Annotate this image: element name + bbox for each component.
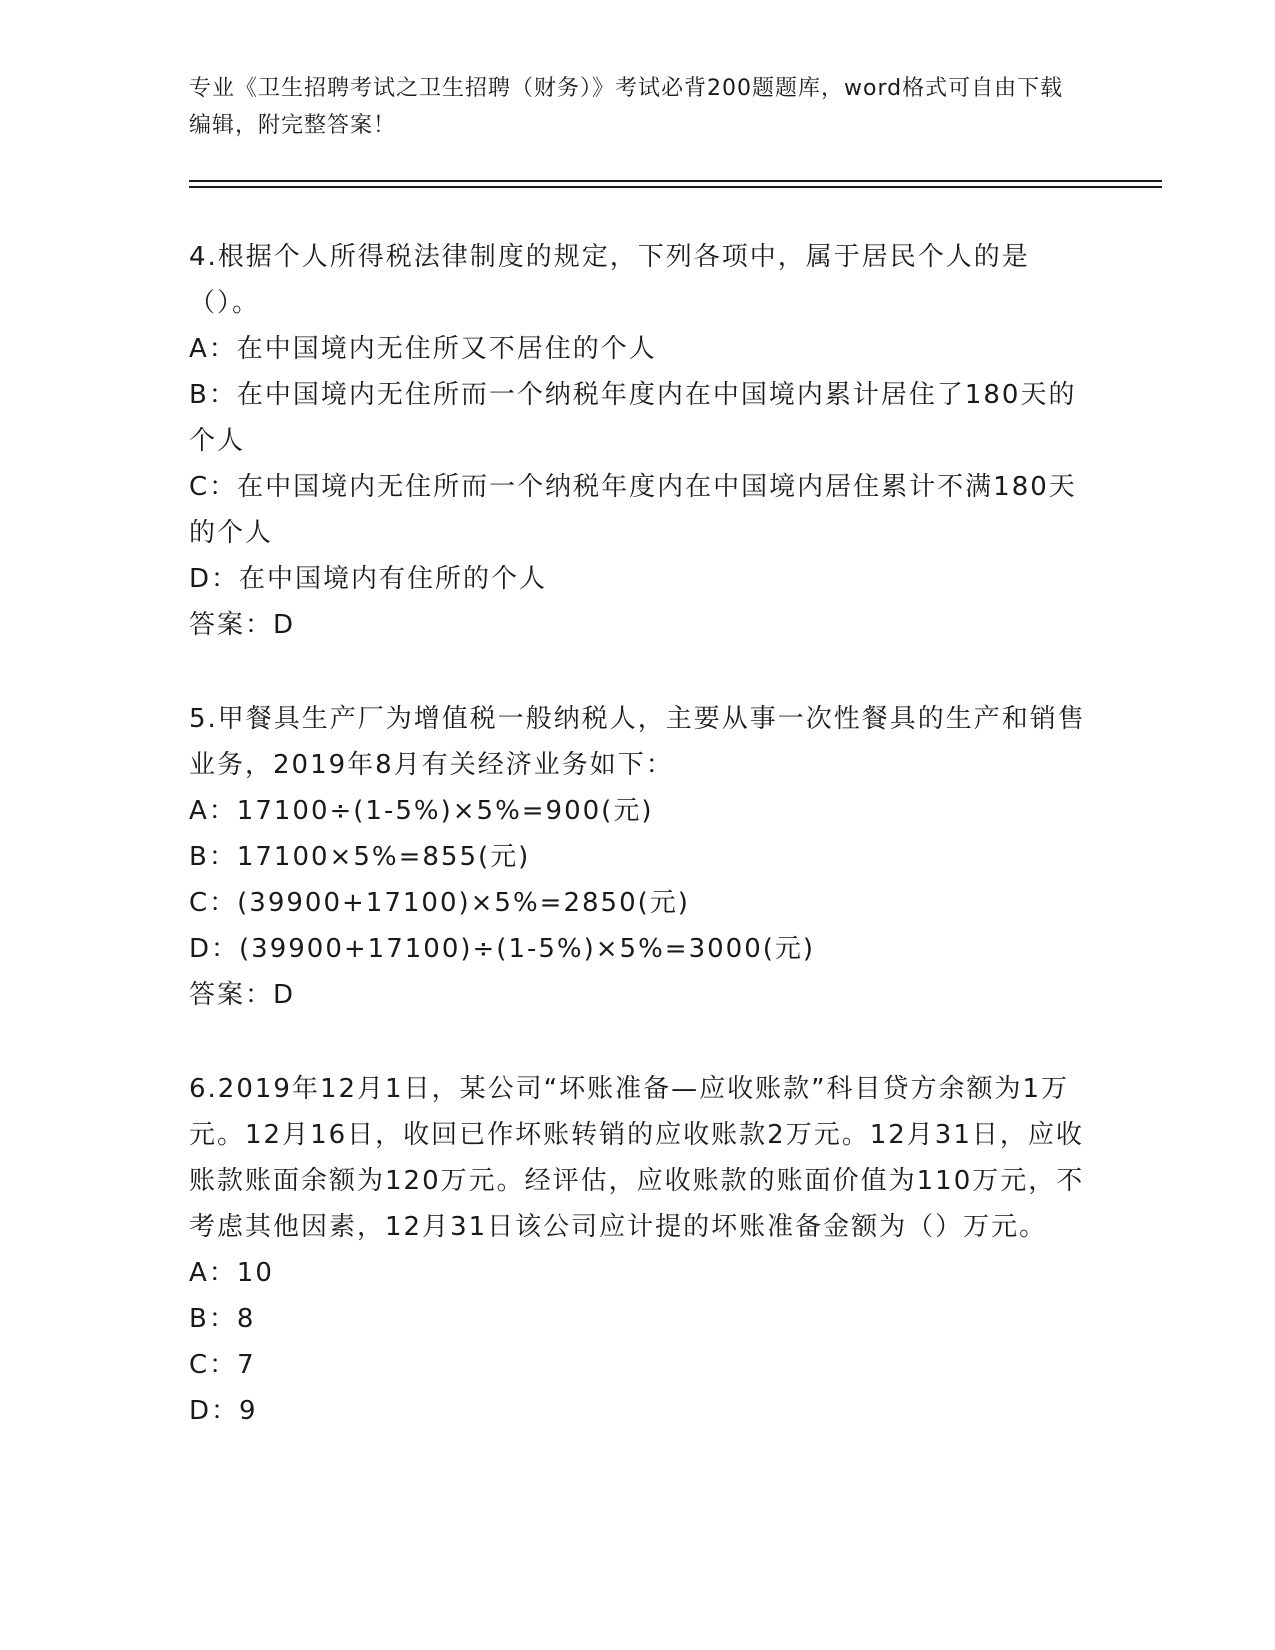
answer-label: 答案：D bbox=[189, 610, 296, 640]
option-c: C：7 bbox=[189, 1350, 256, 1380]
option-b: B：在中国境内无住所而一个纳税年度内在中国境内累计居住了180天的个人 bbox=[189, 380, 1077, 456]
option-c: C：在中国境内无住所而一个纳税年度内在中国境内居住累计不满180天的个人 bbox=[189, 472, 1077, 548]
header-text: 专业《卫生招聘考试之卫生招聘（财务）》考试必背200题题库，word格式可自由下载编辑，附完整答案！ bbox=[189, 76, 1064, 138]
option-a: A：10 bbox=[189, 1258, 274, 1288]
option-a: A：在中国境内无住所又不居住的个人 bbox=[189, 334, 657, 364]
option-a: A：17100÷(1-5%)×5%=900(元) bbox=[189, 796, 654, 826]
answer-label: 答案：D bbox=[189, 980, 296, 1010]
question-5 bbox=[189, 696, 1089, 1018]
option-d: D：9 bbox=[189, 1396, 258, 1426]
question-6 bbox=[189, 1066, 1089, 1434]
question-list bbox=[189, 234, 1089, 1482]
option-d: D：(39900+17100)÷(1-5%)×5%=3000(元) bbox=[189, 934, 816, 964]
option-c: C：(39900+17100)×5%=2850(元) bbox=[189, 888, 690, 918]
header-rule-bottom bbox=[189, 186, 1162, 188]
option-b: B：17100×5%=855(元) bbox=[189, 842, 531, 872]
option-d: D：在中国境内有住所的个人 bbox=[189, 564, 548, 594]
question-4 bbox=[189, 234, 1089, 648]
header-rule-top bbox=[189, 180, 1162, 182]
question-stem: 6.2019年12月1日，某公司“坏账准备—应收账款”科目贷方余额为1万元。12月16日，收回已作坏账转销的应收账款2万元。12月31日，应收账款账面余额为120万元。经评估，应收账款的账面价值为110万元，不考虑其他因素，12月31日该公司应计提的坏账准备金额为（）万元。 bbox=[189, 1074, 1085, 1242]
option-b: B：8 bbox=[189, 1304, 256, 1334]
question-stem: 4.根据个人所得税法律制度的规定，下列各项中，属于居民个人的是（）。 bbox=[189, 242, 1030, 318]
document-header bbox=[189, 70, 1069, 144]
question-stem: 5.甲餐具生产厂为增值税一般纳税人，主要从事一次性餐具的生产和销售业务，2019年8月有关经济业务如下： bbox=[189, 704, 1086, 780]
